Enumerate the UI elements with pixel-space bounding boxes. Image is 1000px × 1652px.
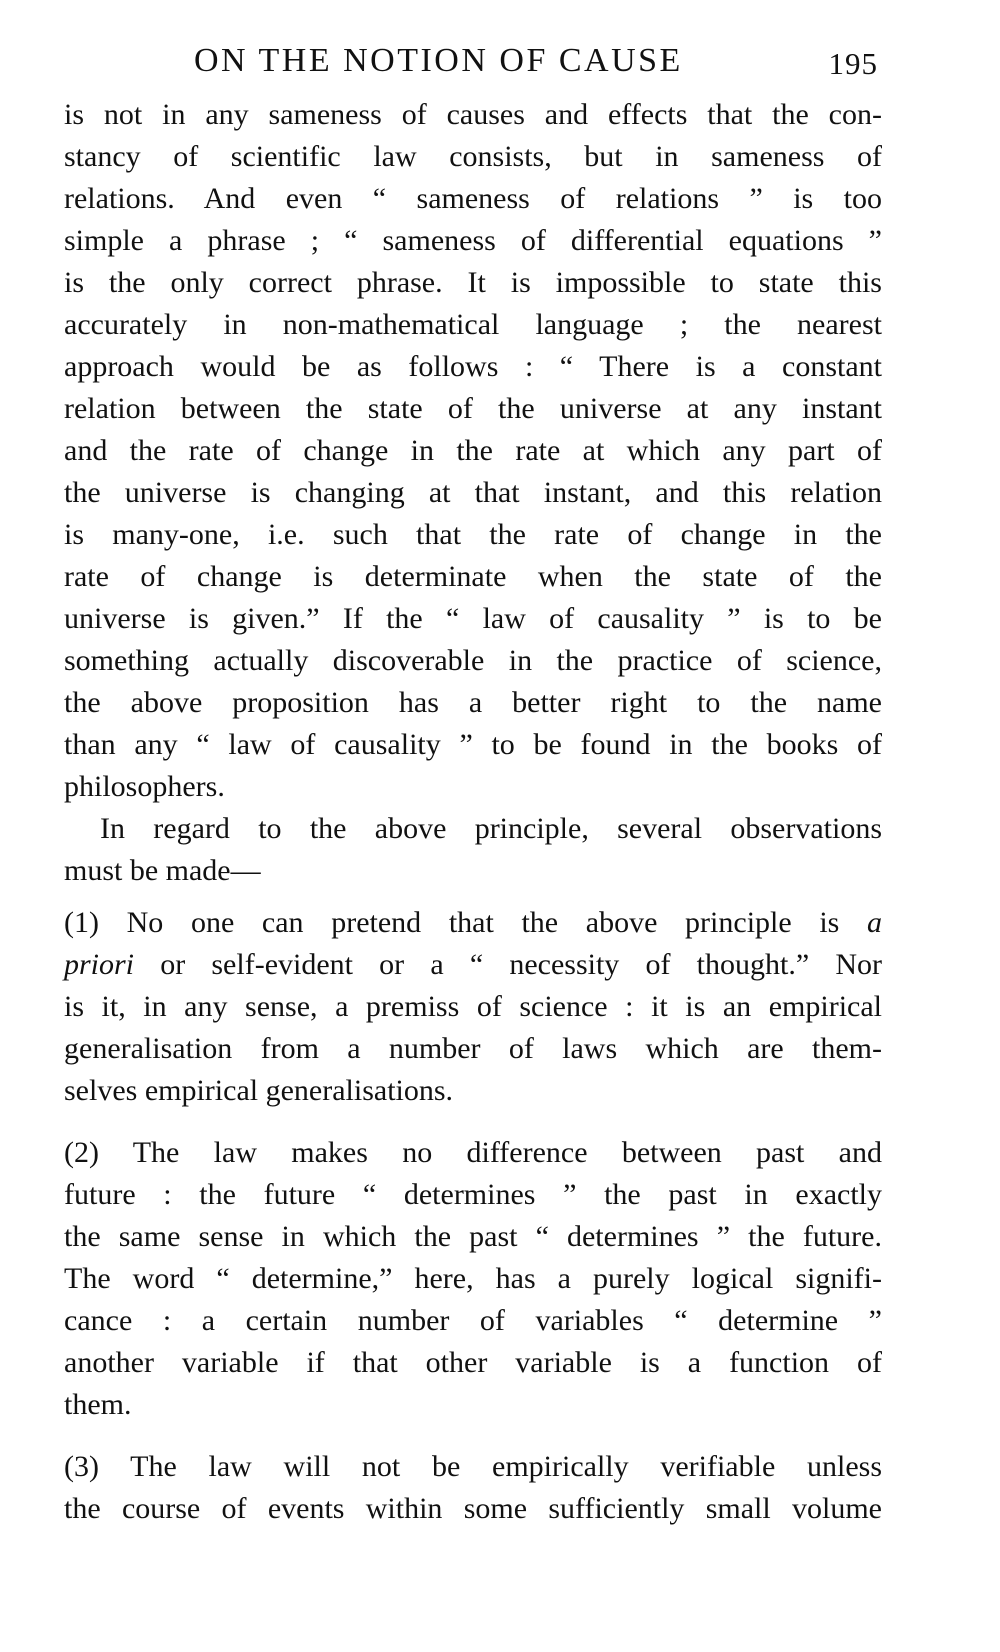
- text-line: cance : a certain number of variables “ determine ”: [64, 1304, 882, 1337]
- text-line: something actually discoverable in the practice of science,: [64, 644, 882, 677]
- text-line: stancy of scientific law consists, but in sameness of: [64, 140, 882, 173]
- running-title: ON THE NOTION OF CAUSE: [194, 42, 683, 79]
- text-line: generalisation from a number of laws which are them-: [64, 1032, 882, 1065]
- text-line: The word “ determine,” here, has a purely logical signifi-: [64, 1262, 882, 1295]
- text-line: is not in any sameness of causes and effects that the con-: [64, 98, 882, 131]
- italic-text: a: [867, 906, 882, 939]
- text-line: the universe is changing at that instant, and this relation: [64, 476, 882, 509]
- text-line: is it, in any sense, a premiss of science : it is an empirical: [64, 990, 882, 1023]
- text-line: accurately in non-mathematical language ; the nearest: [64, 308, 882, 341]
- text-line: than any “ law of causality ” to be found in the books of: [64, 728, 882, 761]
- observation-2: [64, 1132, 882, 1426]
- text-line: selves empirical generalisations.: [64, 1074, 454, 1107]
- text-line: and the rate of change in the rate at which any part of: [64, 434, 882, 467]
- text-line: future : the future “ determines ” the past in exactly: [64, 1178, 882, 1211]
- text-line: philosophers.: [64, 770, 225, 803]
- paragraph-observations-intro: [64, 808, 882, 892]
- text-line: [64, 944, 882, 986]
- text-line: rate of change is determinate when the state of the: [64, 560, 882, 593]
- text-line: another variable if that other variable is a function of: [64, 1346, 882, 1379]
- text-line: In regard to the above principle, several observations: [100, 812, 882, 845]
- italic-text: priori: [64, 948, 135, 981]
- running-head: [64, 40, 882, 94]
- paragraph-continuation: [64, 94, 882, 808]
- text-line: relation between the state of the universe at any instant: [64, 392, 882, 425]
- text-line: (2) The law makes no difference between past and: [64, 1136, 882, 1169]
- book-page: [64, 40, 882, 1530]
- observation-1: [64, 902, 882, 1112]
- body-text: [64, 94, 882, 1530]
- text-line: [64, 902, 882, 944]
- text-line: simple a phrase ; “ sameness of differential equations ”: [64, 224, 882, 257]
- text-line: is the only correct phrase. It is impossible to state this: [64, 266, 882, 299]
- text-line: relations. And even “ sameness of relations ” is too: [64, 182, 882, 215]
- page-number: 195: [828, 46, 878, 81]
- text-line: (3) The law will not be empirically verifiable unless: [64, 1450, 882, 1483]
- observation-3: [64, 1446, 882, 1530]
- text-line: approach would be as follows : “ There is a constant: [64, 350, 882, 383]
- text-line: the same sense in which the past “ determines ” the future.: [64, 1220, 882, 1253]
- text-line: them.: [64, 1388, 132, 1421]
- text-line: the above proposition has a better right to the name: [64, 686, 882, 719]
- text-line: the course of events within some sufficiently small volume: [64, 1492, 882, 1525]
- text-run: or self-evident or a “ necessity of thought.” Nor: [134, 948, 882, 981]
- text-line: is many-one, i.e. such that the rate of change in the: [64, 518, 882, 551]
- text-line: must be made—: [64, 854, 261, 887]
- text-run: (1) No one can pretend that the above principle is: [64, 906, 867, 939]
- text-line: universe is given.” If the “ law of causality ” is to be: [64, 602, 882, 635]
